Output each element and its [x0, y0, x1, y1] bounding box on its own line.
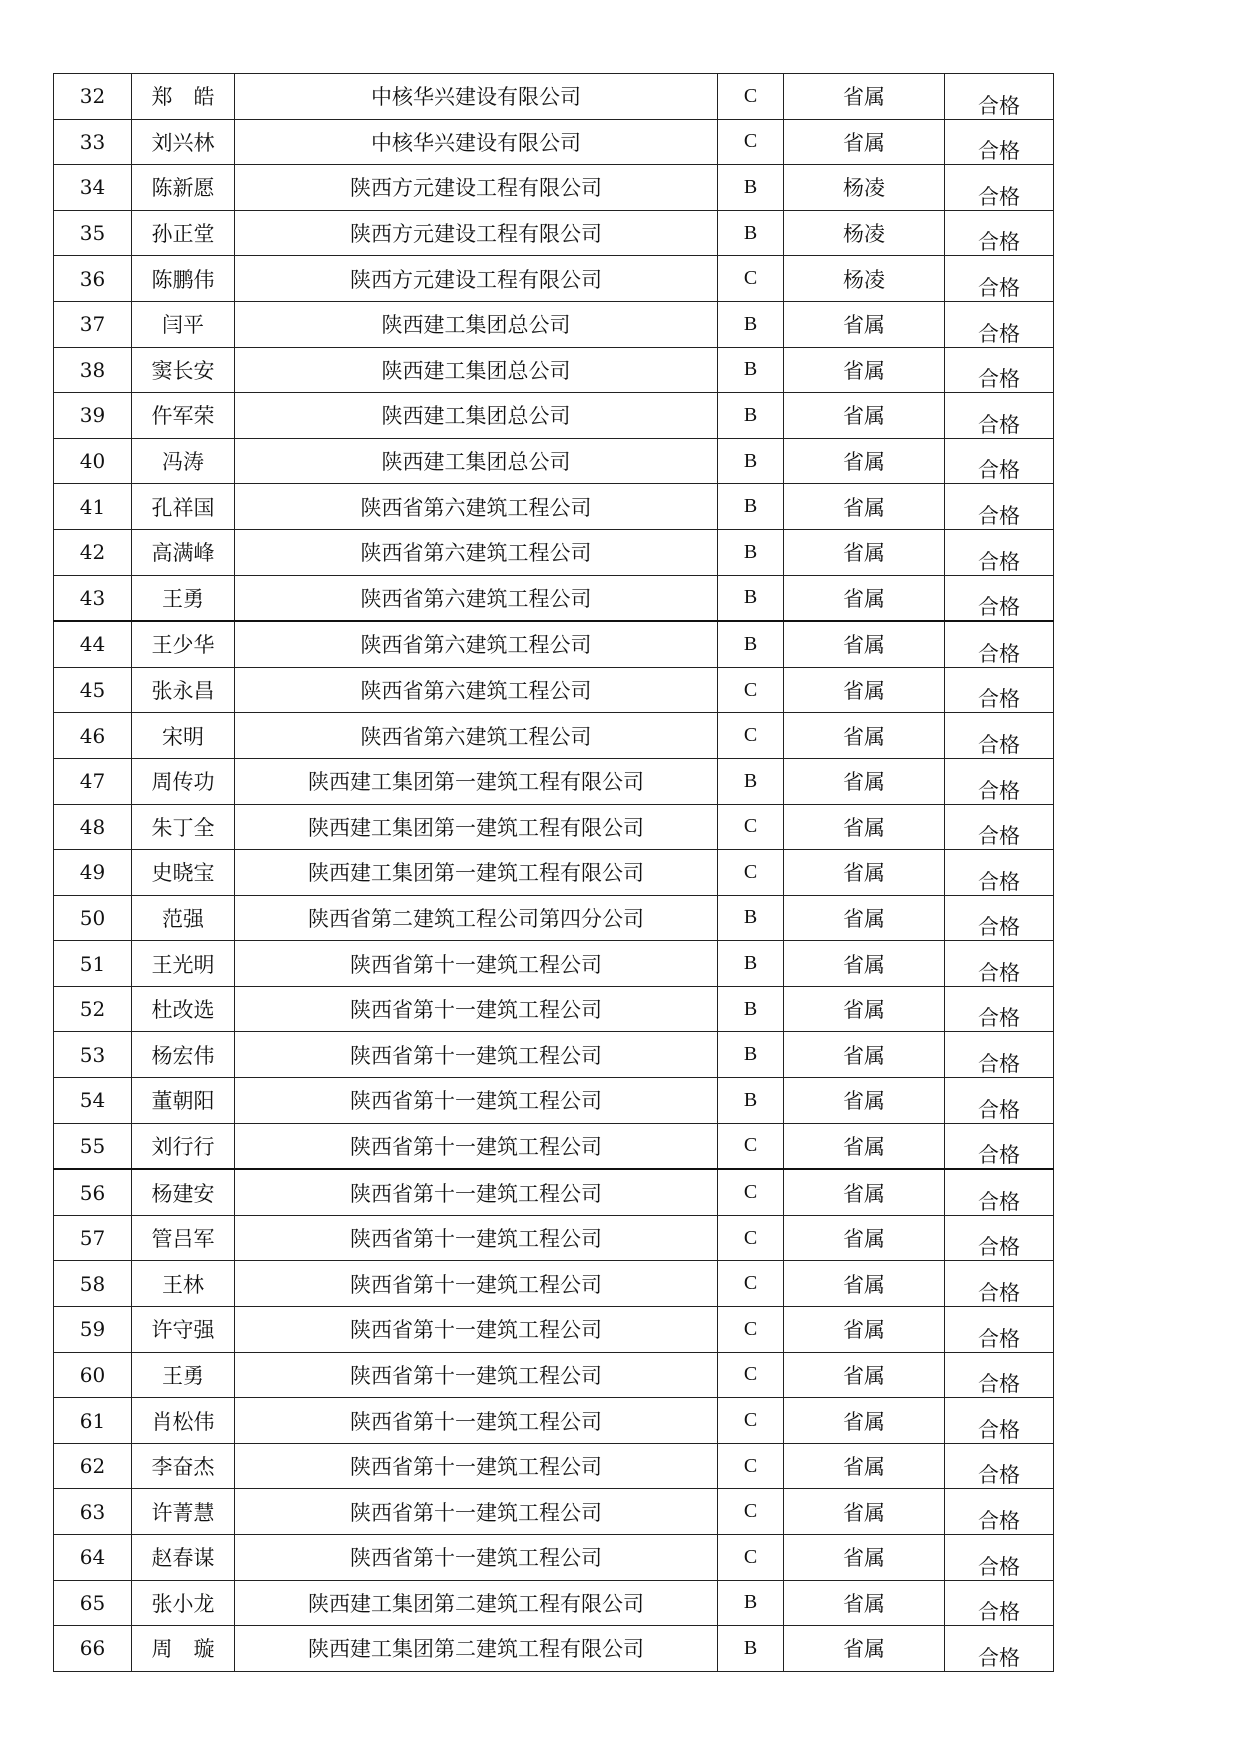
table-row	[54, 301, 1054, 347]
table-row	[54, 165, 1054, 211]
table-row	[54, 713, 1054, 759]
grade-cell: C	[718, 713, 784, 759]
person-name-cell: 朱丁全	[132, 804, 235, 850]
company-cell: 陕西省第十一建筑工程公司	[235, 1169, 718, 1215]
table-row	[54, 1398, 1054, 1444]
company-cell: 陕西方元建设工程有限公司	[235, 165, 718, 211]
row-number-cell: 40	[54, 438, 132, 484]
table-row	[54, 758, 1054, 804]
row-number-cell: 46	[54, 713, 132, 759]
affiliation-cell: 省属	[784, 438, 945, 484]
row-number-cell: 60	[54, 1352, 132, 1398]
affiliation-cell: 省属	[784, 1307, 945, 1353]
person-name-cell: 陈鹏伟	[132, 256, 235, 302]
row-number-cell: 62	[54, 1443, 132, 1489]
result-cell: 合格	[945, 210, 1054, 256]
grade-cell: C	[718, 1398, 784, 1444]
affiliation-cell: 省属	[784, 1352, 945, 1398]
company-cell: 陕西方元建设工程有限公司	[235, 256, 718, 302]
row-number-cell: 55	[54, 1123, 132, 1169]
company-cell: 陕西省第十一建筑工程公司	[235, 941, 718, 987]
grade-cell: B	[718, 529, 784, 575]
table-row	[54, 1626, 1054, 1672]
company-cell: 陕西建工集团第二建筑工程有限公司	[235, 1580, 718, 1626]
result-cell: 合格	[945, 1626, 1054, 1672]
person-name-cell: 许菁慧	[132, 1489, 235, 1535]
company-cell: 陕西建工集团总公司	[235, 438, 718, 484]
grade-cell: C	[718, 1215, 784, 1261]
person-name-cell: 范强	[132, 895, 235, 941]
grade-cell: C	[718, 804, 784, 850]
grade-cell: C	[718, 256, 784, 302]
table-row	[54, 1535, 1054, 1581]
person-name-cell: 王勇	[132, 575, 235, 621]
row-number-cell: 48	[54, 804, 132, 850]
row-number-cell: 58	[54, 1261, 132, 1307]
grade-cell: B	[718, 1580, 784, 1626]
affiliation-cell: 省属	[784, 713, 945, 759]
result-cell: 合格	[945, 941, 1054, 987]
table-row	[54, 529, 1054, 575]
company-cell: 中核华兴建设有限公司	[235, 119, 718, 165]
table-row	[54, 393, 1054, 439]
row-number-cell: 33	[54, 119, 132, 165]
person-name-cell: 许守强	[132, 1307, 235, 1353]
table-row	[54, 1352, 1054, 1398]
grade-cell: B	[718, 393, 784, 439]
result-cell: 合格	[945, 1261, 1054, 1307]
table-row	[54, 1443, 1054, 1489]
grade-cell: B	[718, 621, 784, 667]
person-name-cell: 李奋杰	[132, 1443, 235, 1489]
company-cell: 陕西省第二建筑工程公司第四分公司	[235, 895, 718, 941]
table-row	[54, 256, 1054, 302]
person-name-cell: 张永昌	[132, 667, 235, 713]
result-cell: 合格	[945, 758, 1054, 804]
person-name-cell: 闫平	[132, 301, 235, 347]
table-row	[54, 850, 1054, 896]
company-cell: 陕西省第十一建筑工程公司	[235, 1398, 718, 1444]
result-cell: 合格	[945, 1215, 1054, 1261]
affiliation-cell: 省属	[784, 850, 945, 896]
company-cell: 陕西建工集团第二建筑工程有限公司	[235, 1626, 718, 1672]
result-cell: 合格	[945, 1443, 1054, 1489]
table-row	[54, 804, 1054, 850]
result-cell: 合格	[945, 256, 1054, 302]
affiliation-cell: 省属	[784, 941, 945, 987]
grade-cell: C	[718, 119, 784, 165]
affiliation-cell: 省属	[784, 1398, 945, 1444]
grade-cell: C	[718, 1261, 784, 1307]
company-cell: 陕西省第六建筑工程公司	[235, 575, 718, 621]
result-cell: 合格	[945, 484, 1054, 530]
result-cell: 合格	[945, 986, 1054, 1032]
company-cell: 陕西省第十一建筑工程公司	[235, 986, 718, 1032]
affiliation-cell: 省属	[784, 393, 945, 439]
company-cell: 陕西建工集团总公司	[235, 393, 718, 439]
affiliation-cell: 省属	[784, 1580, 945, 1626]
company-cell: 陕西省第十一建筑工程公司	[235, 1215, 718, 1261]
person-name-cell: 孙正堂	[132, 210, 235, 256]
row-number-cell: 42	[54, 529, 132, 575]
table-row	[54, 1078, 1054, 1124]
row-number-cell: 49	[54, 850, 132, 896]
result-cell: 合格	[945, 850, 1054, 896]
grade-cell: B	[718, 758, 784, 804]
table-row	[54, 119, 1054, 165]
grade-cell: C	[718, 74, 784, 120]
person-name-cell: 冯涛	[132, 438, 235, 484]
row-number-cell: 35	[54, 210, 132, 256]
affiliation-cell: 省属	[784, 119, 945, 165]
row-number-cell: 45	[54, 667, 132, 713]
row-number-cell: 65	[54, 1580, 132, 1626]
row-number-cell: 56	[54, 1169, 132, 1215]
company-cell: 陕西省第六建筑工程公司	[235, 621, 718, 667]
person-name-cell: 窦长安	[132, 347, 235, 393]
person-name-cell: 高满峰	[132, 529, 235, 575]
row-number-cell: 63	[54, 1489, 132, 1535]
person-name-cell: 郑 皓	[132, 74, 235, 120]
row-number-cell: 39	[54, 393, 132, 439]
company-cell: 陕西省第十一建筑工程公司	[235, 1123, 718, 1169]
affiliation-cell: 省属	[784, 758, 945, 804]
grade-cell: C	[718, 1123, 784, 1169]
affiliation-cell: 省属	[784, 529, 945, 575]
table-row	[54, 347, 1054, 393]
result-cell: 合格	[945, 1398, 1054, 1444]
result-cell: 合格	[945, 119, 1054, 165]
company-cell: 陕西建工集团总公司	[235, 347, 718, 393]
row-number-cell: 50	[54, 895, 132, 941]
company-cell: 陕西省第六建筑工程公司	[235, 713, 718, 759]
affiliation-cell: 省属	[784, 804, 945, 850]
table-row	[54, 438, 1054, 484]
result-cell: 合格	[945, 667, 1054, 713]
person-name-cell: 王少华	[132, 621, 235, 667]
company-cell: 陕西省第十一建筑工程公司	[235, 1078, 718, 1124]
person-name-cell: 孔祥国	[132, 484, 235, 530]
grade-cell: B	[718, 438, 784, 484]
result-cell: 合格	[945, 393, 1054, 439]
grade-cell: B	[718, 895, 784, 941]
grade-cell: C	[718, 667, 784, 713]
person-name-cell: 刘兴林	[132, 119, 235, 165]
result-cell: 合格	[945, 804, 1054, 850]
grade-cell: B	[718, 165, 784, 211]
table-row	[54, 986, 1054, 1032]
result-cell: 合格	[945, 1352, 1054, 1398]
row-number-cell: 34	[54, 165, 132, 211]
grade-cell: C	[718, 1169, 784, 1215]
affiliation-cell: 省属	[784, 621, 945, 667]
company-cell: 陕西建工集团第一建筑工程有限公司	[235, 758, 718, 804]
row-number-cell: 53	[54, 1032, 132, 1078]
result-cell: 合格	[945, 895, 1054, 941]
result-cell: 合格	[945, 1489, 1054, 1535]
table-row	[54, 210, 1054, 256]
grade-cell: B	[718, 210, 784, 256]
company-cell: 中核华兴建设有限公司	[235, 74, 718, 120]
row-number-cell: 54	[54, 1078, 132, 1124]
row-number-cell: 38	[54, 347, 132, 393]
company-cell: 陕西省第十一建筑工程公司	[235, 1535, 718, 1581]
table-row	[54, 1580, 1054, 1626]
affiliation-cell: 省属	[784, 1078, 945, 1124]
company-cell: 陕西省第十一建筑工程公司	[235, 1261, 718, 1307]
affiliation-cell: 省属	[784, 1032, 945, 1078]
table-row	[54, 74, 1054, 120]
company-cell: 陕西建工集团第一建筑工程有限公司	[235, 850, 718, 896]
affiliation-cell: 省属	[784, 301, 945, 347]
row-number-cell: 61	[54, 1398, 132, 1444]
grade-cell: C	[718, 1489, 784, 1535]
table-row	[54, 1489, 1054, 1535]
grade-cell: B	[718, 1626, 784, 1672]
table-row	[54, 1123, 1054, 1169]
grade-cell: B	[718, 484, 784, 530]
person-name-cell: 肖松伟	[132, 1398, 235, 1444]
affiliation-cell: 省属	[784, 667, 945, 713]
company-cell: 陕西省第六建筑工程公司	[235, 484, 718, 530]
table-row	[54, 1169, 1054, 1215]
grade-cell: C	[718, 850, 784, 896]
person-name-cell: 管吕军	[132, 1215, 235, 1261]
grade-cell: B	[718, 347, 784, 393]
affiliation-cell: 省属	[784, 895, 945, 941]
person-name-cell: 刘行行	[132, 1123, 235, 1169]
roster-table-body	[54, 74, 1054, 1672]
row-number-cell: 52	[54, 986, 132, 1032]
result-cell: 合格	[945, 165, 1054, 211]
result-cell: 合格	[945, 1169, 1054, 1215]
grade-cell: C	[718, 1443, 784, 1489]
company-cell: 陕西建工集团第一建筑工程有限公司	[235, 804, 718, 850]
person-name-cell: 王林	[132, 1261, 235, 1307]
result-cell: 合格	[945, 1307, 1054, 1353]
table-row	[54, 484, 1054, 530]
result-cell: 合格	[945, 74, 1054, 120]
person-name-cell: 赵春谋	[132, 1535, 235, 1581]
grade-cell: B	[718, 575, 784, 621]
row-number-cell: 51	[54, 941, 132, 987]
person-name-cell: 王光明	[132, 941, 235, 987]
affiliation-cell: 省属	[784, 1169, 945, 1215]
affiliation-cell: 杨凌	[784, 165, 945, 211]
result-cell: 合格	[945, 1580, 1054, 1626]
grade-cell: B	[718, 941, 784, 987]
row-number-cell: 66	[54, 1626, 132, 1672]
result-cell: 合格	[945, 301, 1054, 347]
grade-cell: B	[718, 1078, 784, 1124]
person-name-cell: 王勇	[132, 1352, 235, 1398]
grade-cell: C	[718, 1352, 784, 1398]
result-cell: 合格	[945, 621, 1054, 667]
row-number-cell: 37	[54, 301, 132, 347]
table-row	[54, 895, 1054, 941]
grade-cell: B	[718, 986, 784, 1032]
row-number-cell: 59	[54, 1307, 132, 1353]
affiliation-cell: 省属	[784, 1535, 945, 1581]
company-cell: 陕西省第六建筑工程公司	[235, 667, 718, 713]
affiliation-cell: 省属	[784, 1489, 945, 1535]
person-name-cell: 杜改选	[132, 986, 235, 1032]
person-name-cell: 宋明	[132, 713, 235, 759]
table-row	[54, 1307, 1054, 1353]
table-row	[54, 621, 1054, 667]
person-name-cell: 董朝阳	[132, 1078, 235, 1124]
table-row	[54, 667, 1054, 713]
person-name-cell: 陈新愿	[132, 165, 235, 211]
affiliation-cell: 省属	[784, 1215, 945, 1261]
table-row	[54, 1032, 1054, 1078]
row-number-cell: 43	[54, 575, 132, 621]
row-number-cell: 32	[54, 74, 132, 120]
result-cell: 合格	[945, 438, 1054, 484]
row-number-cell: 36	[54, 256, 132, 302]
row-number-cell: 41	[54, 484, 132, 530]
table-row	[54, 1215, 1054, 1261]
result-cell: 合格	[945, 1078, 1054, 1124]
affiliation-cell: 省属	[784, 1626, 945, 1672]
affiliation-cell: 杨凌	[784, 256, 945, 302]
result-cell: 合格	[945, 347, 1054, 393]
company-cell: 陕西省第十一建筑工程公司	[235, 1032, 718, 1078]
person-name-cell: 杨建安	[132, 1169, 235, 1215]
table-row	[54, 575, 1054, 621]
row-number-cell: 44	[54, 621, 132, 667]
company-cell: 陕西省第六建筑工程公司	[235, 529, 718, 575]
grade-cell: C	[718, 1535, 784, 1581]
result-cell: 合格	[945, 1032, 1054, 1078]
affiliation-cell: 省属	[784, 1443, 945, 1489]
table-row	[54, 1261, 1054, 1307]
result-cell: 合格	[945, 575, 1054, 621]
company-cell: 陕西省第十一建筑工程公司	[235, 1443, 718, 1489]
result-cell: 合格	[945, 713, 1054, 759]
grade-cell: C	[718, 1307, 784, 1353]
person-name-cell: 杨宏伟	[132, 1032, 235, 1078]
affiliation-cell: 省属	[784, 1261, 945, 1307]
result-cell: 合格	[945, 1123, 1054, 1169]
company-cell: 陕西省第十一建筑工程公司	[235, 1307, 718, 1353]
company-cell: 陕西方元建设工程有限公司	[235, 210, 718, 256]
row-number-cell: 47	[54, 758, 132, 804]
affiliation-cell: 省属	[784, 986, 945, 1032]
affiliation-cell: 省属	[784, 347, 945, 393]
table-row	[54, 941, 1054, 987]
person-name-cell: 周传功	[132, 758, 235, 804]
row-number-cell: 64	[54, 1535, 132, 1581]
affiliation-cell: 杨凌	[784, 210, 945, 256]
roster-table	[53, 73, 1054, 1672]
person-name-cell: 张小龙	[132, 1580, 235, 1626]
affiliation-cell: 省属	[784, 74, 945, 120]
result-cell: 合格	[945, 1535, 1054, 1581]
result-cell: 合格	[945, 529, 1054, 575]
row-number-cell: 57	[54, 1215, 132, 1261]
company-cell: 陕西省第十一建筑工程公司	[235, 1352, 718, 1398]
grade-cell: B	[718, 1032, 784, 1078]
grade-cell: B	[718, 301, 784, 347]
company-cell: 陕西建工集团总公司	[235, 301, 718, 347]
affiliation-cell: 省属	[784, 575, 945, 621]
company-cell: 陕西省第十一建筑工程公司	[235, 1489, 718, 1535]
affiliation-cell: 省属	[784, 484, 945, 530]
affiliation-cell: 省属	[784, 1123, 945, 1169]
person-name-cell: 史晓宝	[132, 850, 235, 896]
person-name-cell: 周 璇	[132, 1626, 235, 1672]
person-name-cell: 仵军荣	[132, 393, 235, 439]
